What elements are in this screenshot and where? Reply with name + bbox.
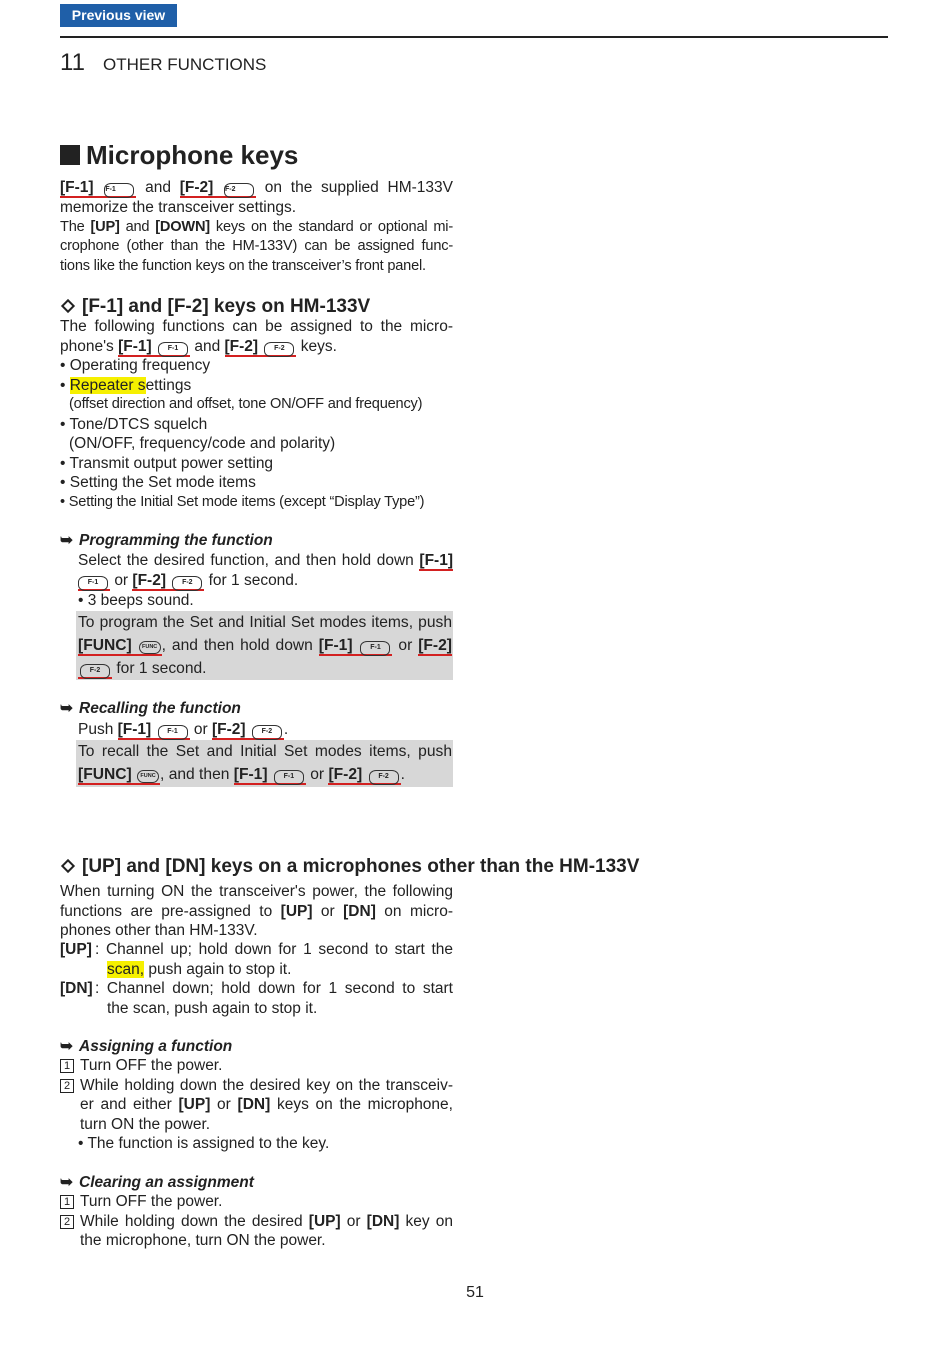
programming-body [78,551,453,610]
step-number-2: 2 [60,1215,74,1229]
f2-key-icon: F-2 [252,725,282,740]
assigning-heading [60,1037,232,1057]
programming-note-c: for 1 second. [116,660,207,677]
subsection-title-up-dn: [UP] and [DN] keys on a microphones other than the HM-133V [82,856,640,877]
step-2-a: While holding down the desired [80,1212,309,1230]
intro-p2-c: keys on the standard or optional mi-crophone (other than the HM-133V) can be assigned func-tions like the function keys on the transceiver’s front panel. [60,218,453,274]
header-rule [60,36,888,38]
up-desc-row-2 [60,960,453,980]
up-key-description [60,940,453,1018]
bullet: • [60,376,70,394]
step-1 [60,1056,453,1076]
push-text: Push [78,721,118,738]
f2-key-label: [F-2] [132,571,166,589]
step-1 [60,1192,453,1212]
clearing-title: Clearing an assignment [79,1174,254,1191]
f1-key-icon: F-1 [78,576,108,591]
subsection-title-f-keys: [F-1] and [F-2] keys on HM-133V [82,296,371,317]
f2-key-label: [F-2] [179,179,214,196]
f2-key-icon: F-2 [172,576,202,591]
diamond-bullet-icon [61,299,75,313]
up-key-label: [UP] [178,1096,211,1113]
recalling-note-line-1: To recall the Set and Initial Set modes items, push [78,743,452,760]
step-2 [60,1212,453,1251]
step-1-text: Turn OFF the power. [80,1057,223,1074]
chapter-title: OTHER FUNCTIONS [103,55,267,74]
step-2-a: While holding down the desired key on the transceiv-er and either [80,1076,453,1113]
or-text: or [312,902,344,920]
diamond-bullet-icon [61,859,75,873]
up-key-label: [UP] [90,218,120,235]
or-text: or [340,1212,367,1230]
func-key-label: [FUNC] [78,766,132,783]
down-key-label: [DOWN] [155,218,210,235]
arrow-icon: ➥ [60,1174,73,1191]
f2-key-icon: F-2 [264,342,294,357]
f2-key-label: [F-2] [211,721,246,738]
recalling-line: Push [F-1] F-1 or [F-2] F-2 . [78,721,289,738]
step-2-text [80,1212,453,1251]
list-item: • Operating frequency [60,357,211,374]
and-text: and [194,337,221,355]
previous-view-button[interactable]: Previous view [60,4,177,27]
f2-key-label: [F-2] [224,337,259,355]
f1-key-icon: F-1 [360,641,390,656]
section-heading [60,140,298,170]
section-intro [60,178,453,276]
recalling-note-line-2: [FUNC] FUNC , and then [F-1] F-1 or [F-2] F-2 . [78,766,405,783]
recalling-title: Recalling the function [79,700,241,717]
for-1-second-text: for 1 second. [208,571,299,589]
programming-heading [60,531,273,551]
up-desc-a: : Channel up; hold down for 1 second to start the [95,941,453,958]
up-dn-intro-a: When turning ON the transceiver's power, the following functions are pre-assigned to [60,883,453,920]
list-item: • Setting the Initial Set mode items (except “Display Type”) [60,493,425,510]
list-item: • Setting the Set mode items [60,474,256,491]
f-keys-intro-text [60,317,453,357]
up-dn-intro-text [60,882,453,941]
programming-note-b: , and then hold down [161,637,319,654]
intro-line-1 [60,178,453,198]
step-2-text [80,1076,453,1135]
or-text: or [114,571,129,589]
intro-line-1-tail: on the supplied HM-133V [264,179,454,196]
f2-key-icon: F-2 [80,664,110,679]
programming-note [78,611,452,680]
step-number-1: 1 [60,1059,74,1073]
clearing-steps [60,1192,453,1251]
func-key-icon: FUNC [137,770,159,783]
step-number-2: 2 [60,1079,74,1093]
subsection-heading-f-keys [60,296,370,318]
f2-key-icon: F-2 [224,183,254,198]
assigning-title: Assigning a function [79,1038,233,1055]
up-key-label: [UP] [280,902,313,920]
highlighted-text: Repeater s [69,376,146,394]
f1-key-label: [F-1] [233,766,268,783]
up-dn-intro [60,882,453,941]
list-item: • Transmit output power setting [60,454,274,472]
step-2-note: • The function is assigned to the key. [78,1135,330,1152]
clearing-heading [60,1173,254,1193]
recalling-body [78,720,453,740]
f1-key-label: [F-1] [117,721,152,738]
step-1-text: Turn OFF the power. [80,1193,223,1210]
assigning-steps [60,1056,453,1154]
step-number-1: 1 [60,1195,74,1209]
programming-note-a: To program the Set and Initial Set modes items, push [78,614,452,631]
dn-desc-a: : Channel down; hold down for 1 second to start [95,980,453,997]
keys-text: keys. [300,337,337,355]
page-number: 51 [466,1284,484,1301]
f1-key-label: [F-1] [118,337,152,355]
f1-key-icon: F-1 [104,183,134,198]
subsection-heading-up-dn [60,856,639,878]
up-desc-row [60,940,453,960]
or-text: or [310,766,325,783]
f2-key-label: [F-2] [418,637,452,654]
intro-paragraph-2 [60,218,453,277]
programming-line-2 [78,571,453,591]
dn-key-label: [DN] [237,1096,271,1113]
intro-line-2: memorize the transceiver settings. [60,199,297,216]
list-item [60,376,460,396]
dn-key-label: [DN] [343,902,376,920]
intro-p2-b: and [119,218,156,235]
f2-key-label: [F-2] [328,766,363,783]
function-list [60,356,460,512]
dn-key-label: [DN] [366,1212,400,1230]
f1-key-icon: F-1 [158,725,188,740]
dn-desc-row-2: the scan, push again to stop it. [107,999,318,1017]
step-2-b: key on the microphone, turn ON the power. [80,1212,453,1249]
f1-key-label: [F-1] [318,637,353,654]
list-subitem: (ON/OFF, frequency/code and polarity) [69,435,336,452]
or-text: or [193,721,208,738]
f1-key-icon: F-1 [158,342,188,357]
chapter-number: 11 [60,49,85,76]
arrow-icon: ➥ [60,1038,73,1055]
list-item: • Tone/DTCS squelch [60,415,208,433]
func-key-icon: FUNC [139,641,161,654]
func-key-label: [FUNC] [78,637,132,654]
list-item-rest: ettings [145,376,192,394]
square-bullet-icon [60,145,80,165]
highlighted-text: scan, [107,960,145,978]
programming-line-1 [78,551,453,571]
and-text: and [145,179,171,196]
programming-line-1-text: Select the desired function, and then hold down [78,552,420,569]
dn-desc-row [60,979,453,999]
intro-p2-a: The [60,218,91,235]
f-keys-intro [60,317,453,357]
up-dn-intro-b: on micro-phones other than HM-133V. [60,902,453,939]
or-text: or [210,1096,238,1113]
f1-key-icon: F-1 [274,770,304,785]
recalling-heading [60,699,241,719]
step-2-b: keys on the microphone, turn ON the power. [80,1096,453,1133]
or-text: or [398,637,413,654]
up-key-label: [UP] [60,941,92,958]
section-title: Microphone keys [86,140,299,170]
f2-key-icon: F-2 [369,770,399,785]
step-2 [60,1076,453,1135]
up-desc-b: push again to stop it. [144,960,292,978]
up-key-label: [UP] [308,1212,341,1230]
recalling-note-box [76,740,453,787]
beeps-note: • 3 beeps sound. [78,591,194,609]
f1-key-label: [F-1] [60,179,94,196]
programming-note-box [76,611,453,680]
arrow-icon: ➥ [60,532,73,549]
dn-key-label: [DN] [60,980,93,997]
f-keys-intro-a: The following functions can be assigned to the micro-phone's [60,318,453,355]
arrow-icon: ➥ [60,700,73,717]
f1-key-label: [F-1] [419,552,453,569]
and-then-text: , and then [160,766,234,783]
list-subitem: (offset direction and offset, tone ON/OFF and frequency) [69,396,423,412]
programming-title: Programming the function [79,532,273,549]
